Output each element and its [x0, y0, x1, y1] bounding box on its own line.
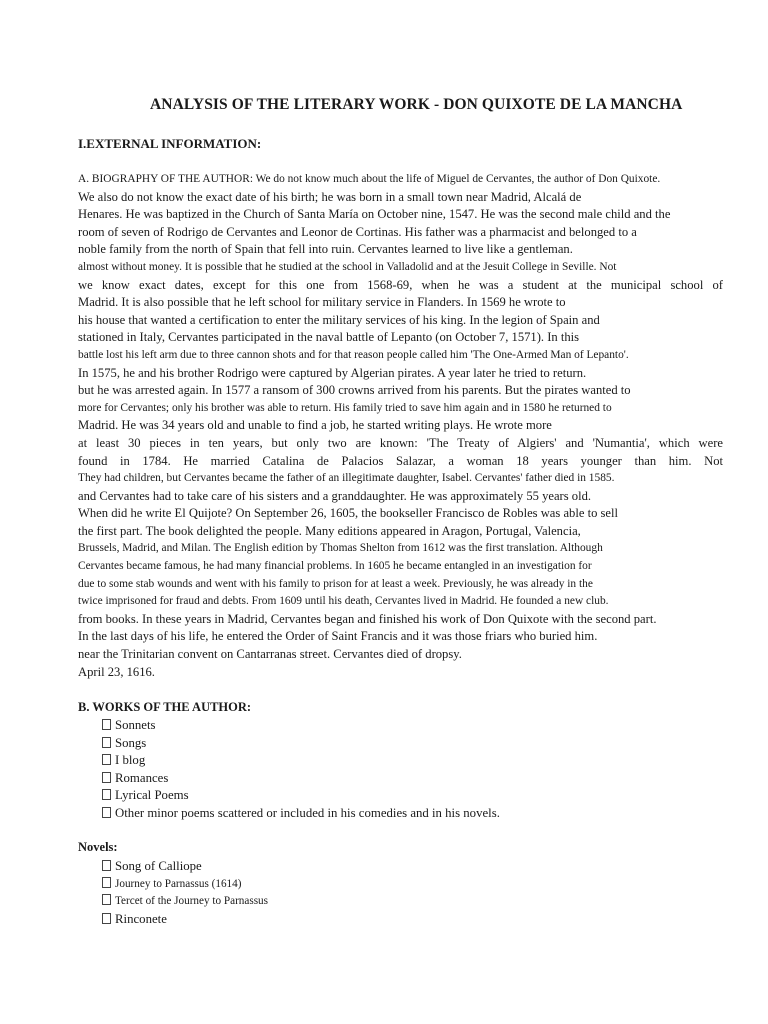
list-item-label: Lyrical Poems: [115, 788, 189, 803]
list-item: [102, 805, 500, 823]
list-item-label: Journey to Parnassus (1614): [115, 877, 242, 890]
bio-line: from books. In these years in Madrid, Cervantes began and finished his work of Don Quixote with the second part.: [78, 611, 657, 626]
bullet-box-icon: [102, 877, 111, 888]
bio-line: A. BIOGRAPHY OF THE AUTHOR: We do not know much about the life of Miguel de Cervantes, the author of Don Quixote.: [78, 173, 661, 185]
bio-line: near the Trinitarian convent on Cantarranas street. Cervantes died of dropsy.: [78, 647, 462, 662]
list-item-label: Romances: [115, 770, 169, 785]
section-heading-works: B. WORKS OF THE AUTHOR:: [78, 700, 252, 714]
bullet-box-icon: [102, 737, 111, 748]
bio-line: Henares. He was baptized in the Church of Santa María on October nine, 1547. He was the second male child and the: [78, 207, 671, 222]
bio-line: battle lost his left arm due to three cannon shots and for that reason people called him 'The One-Armed Man of Lepanto'.: [78, 348, 629, 361]
bullet-box-icon: [102, 807, 111, 818]
bullet-box-icon: [102, 894, 111, 905]
bio-line: Brussels, Madrid, and Milan. The English edition by Thomas Shelton from 1612 was the first translation. Although: [78, 542, 603, 555]
bio-line: noble family from the north of Spain that fell into ruin. Cervantes learned to live like a gentleman.: [78, 242, 573, 257]
list-item: [102, 858, 268, 876]
bio-line: and Cervantes had to take care of his sisters and a granddaughter. He was approximately 55 years old.: [78, 488, 592, 503]
bio-line: They had children, but Cervantes became the father of an illegitimate daughter, Isabel. Cervantes' father died in 1585.: [78, 472, 615, 485]
section-heading-novels: Novels:: [78, 840, 118, 854]
bullet-box-icon: [102, 772, 111, 783]
bio-line: Cervantes became famous, he had many financial problems. In 1605 he became entangled in an investigation for: [78, 560, 592, 573]
list-item: [102, 735, 500, 753]
bio-line: In 1575, he and his brother Rodrigo were captured by Algerian pirates. A year later he tried to return.: [78, 365, 587, 380]
bullet-box-icon: [102, 719, 111, 730]
list-item-label: Tercet of the Journey to Parnassus: [115, 895, 269, 908]
bio-line: the first part. The book delighted the people. Many editions appeared in Aragon, Portugal, Valencia,: [78, 523, 581, 538]
list-item-label: Songs: [115, 735, 147, 750]
bullet-box-icon: [102, 913, 111, 924]
bio-line: We also do not know the exact date of his birth; he was born in a small town near Madrid, Alcalá de: [78, 189, 582, 204]
bullet-box-icon: [102, 754, 111, 765]
bio-line: When did he write El Quijote? On September 26, 1605, the bookseller Francisco de Robles was able to sell: [78, 506, 619, 521]
bio-line: his house that wanted a certification to enter the military services of his king. In the legion of Spain and: [78, 312, 600, 327]
biography-paragraph: [78, 171, 723, 681]
bio-line: we know exact dates, except for this one from 1568-69, when he was a student at the municipal school of: [78, 277, 723, 292]
list-item-label: Other minor poems scattered or included in his comedies and in his novels.: [115, 805, 500, 820]
list-item-label: I blog: [115, 753, 146, 768]
bio-line: stationed in Italy, Cervantes participated in the naval battle of Lepanto (on October 7, 1571). In this: [78, 330, 580, 345]
list-item-label: Rinconete: [115, 911, 167, 926]
bio-line: found in 1784. He married Catalina de Palacios Salazar, a woman 18 years younger than him. Not: [78, 453, 723, 468]
list-item: [102, 911, 268, 929]
section-heading-external-information: I.EXTERNAL INFORMATION:: [78, 136, 262, 151]
list-item: [102, 752, 500, 770]
list-item: [102, 876, 268, 894]
bio-line: In the last days of his life, he entered the Order of Saint Francis and it was those friars who buried him.: [78, 629, 598, 644]
list-item: [102, 787, 500, 805]
novels-list: [102, 858, 268, 928]
bio-line: but he was arrested again. In 1577 a ransom of 300 crowns arrived from his parents. But the pirates wanted to: [78, 383, 631, 398]
works-list: [102, 717, 500, 823]
bio-line: April 23, 1616.: [78, 664, 155, 679]
list-item: [102, 893, 268, 911]
bio-line: room of seven of Rodrigo de Cervantes and Leonor de Cortinas. His father was a pharmacist and belonged to a: [78, 224, 637, 239]
list-item: [102, 717, 500, 735]
bullet-box-icon: [102, 860, 111, 871]
bio-line: due to some stab wounds and went with his family to prison for at least a week. Previously, he was already in the: [78, 577, 593, 590]
bio-line: Madrid. He was 34 years old and unable to find a job, he started writing plays. He wrote more: [78, 418, 552, 433]
bio-line: almost without money. It is possible that he studied at the school in Valladolid and at the Jesuit College in Seville. Not: [78, 260, 617, 273]
list-item: [102, 770, 500, 788]
bio-line: twice imprisoned for fraud and debts. From 1609 until his death, Cervantes lived in Madrid. He founded a new club.: [78, 595, 609, 608]
bio-line: more for Cervantes; only his brother was able to return. His family tried to save him again and in 1580 he returned to: [78, 401, 612, 414]
bullet-box-icon: [102, 789, 111, 800]
document-title: ANALYSIS OF THE LITERARY WORK - DON QUIXOTE DE LA MANCHA: [150, 96, 683, 113]
list-item-label: Song of Calliope: [115, 859, 202, 873]
list-item-label: Sonnets: [115, 718, 156, 732]
bio-line: Madrid. It is also possible that he left school for military service in Flanders. In 1569 he wrote to: [78, 295, 566, 310]
bio-line: at least 30 pieces in ten years, but only two are known: 'The Treaty of Algiers' and 'Numantia', which were: [78, 435, 723, 450]
